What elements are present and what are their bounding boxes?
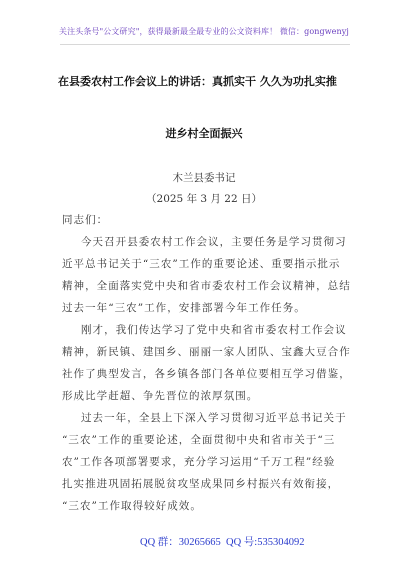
body-line: 社作了典型发言，各乡镇各部门各单位要相互学习借鉴，: [62, 368, 351, 380]
document-title-line-1: 在县委农村工作会议上的讲话：真抓实干 久久为功扎实推: [58, 75, 337, 88]
body-line: 过去一年，全县上下深入学习贯彻习近平总书记关于: [81, 412, 347, 424]
body-line: 扎实推进巩固拓展脱贫攻坚成果同乡村振兴有效衔接，: [62, 478, 340, 490]
body-line: 刚才，我们传达学习了党中央和省市委农村工作会议: [81, 324, 347, 336]
date-line: （2025 年 3 月 22 日）: [146, 193, 262, 205]
author-line: 木兰县委书记: [172, 172, 236, 184]
body-line: 精神，全面落实党中央和省市委农村工作会议精神，总结: [62, 280, 351, 292]
footer-qq-group: QQ 群：30265665: [140, 537, 221, 548]
body-line: 形成比学赶超、争先晋位的浓厚氛围。: [62, 390, 259, 402]
body-line: 农”工作各项部署要求，充分学习运用“千万工程”经验: [62, 456, 336, 468]
body-line: 过去一年“三农”工作，安排部署今年工作任务。: [62, 302, 306, 314]
footer-qq-number: QQ 号:535304092: [226, 537, 305, 548]
header-banner: 关注头条号"公文研究"，获得最新最全最专业的公文资料库！ 微信：gongwenyj: [59, 27, 349, 36]
header-divider: [60, 44, 350, 45]
body-line: “三农”工作的重要论述，全面贯彻中央和省市关于“三: [62, 434, 336, 446]
body-line: “三农”工作取得较好成效。: [62, 500, 202, 512]
body-line: 同志们：: [62, 214, 109, 226]
body-line: 今天召开县委农村工作会议，主要任务是学习贯彻习: [81, 236, 347, 248]
document-title-line-2: 进乡村全面振兴: [165, 127, 243, 140]
body-line: 精神，新民镇、建国乡、丽丽一家人团队、宝鑫大豆合作: [62, 346, 351, 358]
body-line: 近平总书记关于“三农”工作的重要论述、重要指示批示: [62, 258, 341, 270]
